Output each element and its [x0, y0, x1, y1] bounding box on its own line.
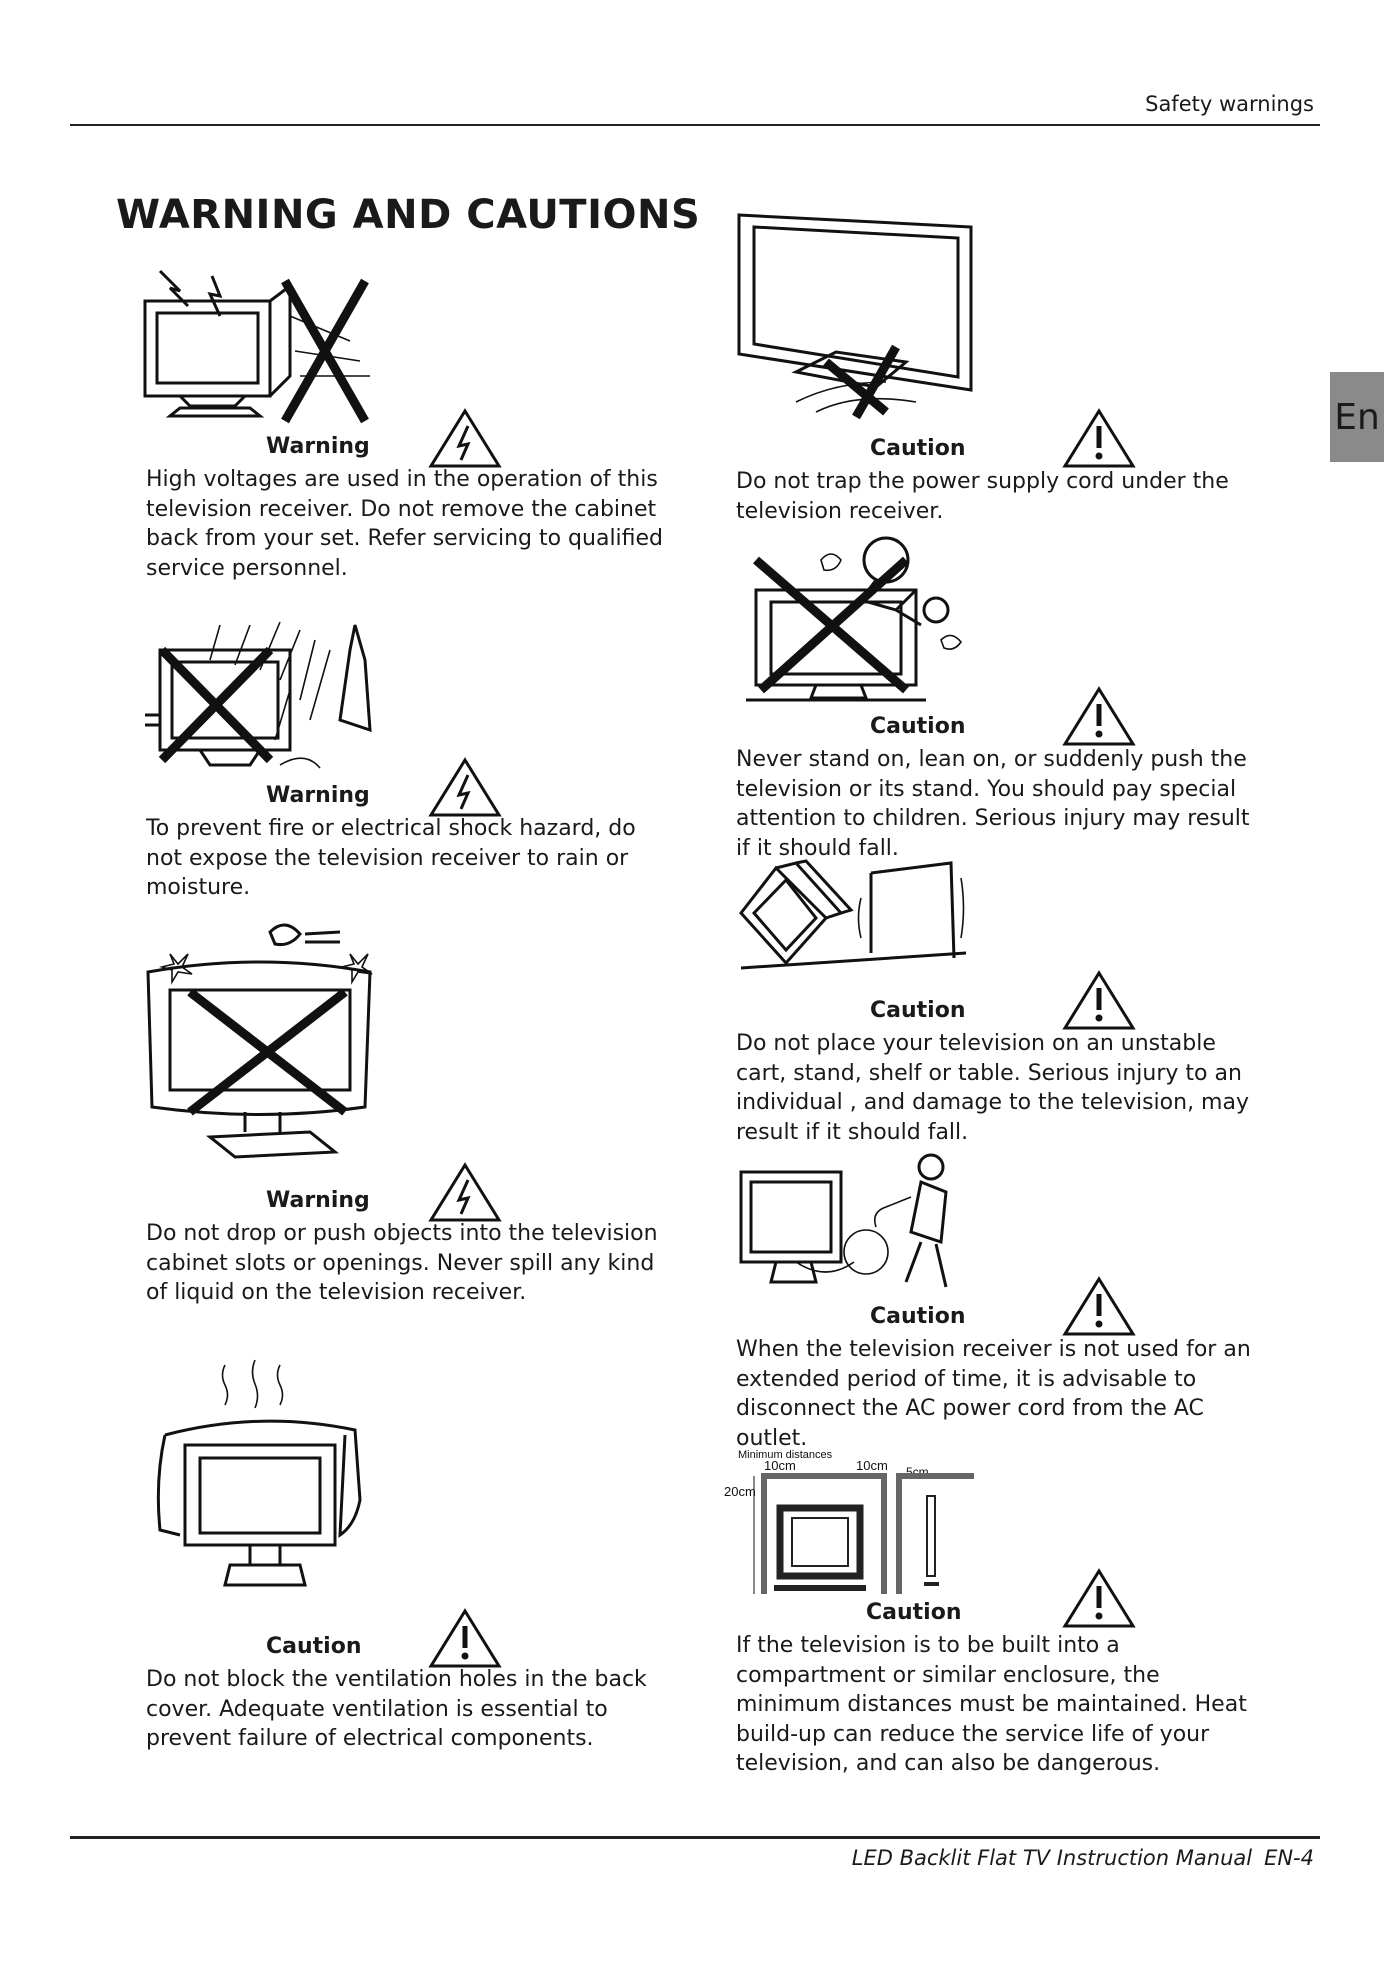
caution-text: Do not place your television on an unstable cart, stand, shelf or table. Serious injury to an individual , and damage to the television, may result if it should fall.	[736, 1031, 1249, 1145]
warning-text: Do not drop or push objects into the television cabinet slots or openings. Never spill any kind of liquid on the television receiver.	[146, 1221, 658, 1305]
section-header: Safety warnings	[1145, 92, 1314, 116]
tv-falling-illustration	[736, 858, 976, 978]
warning-objects-liquid	[146, 1186, 666, 1346]
exclamation-hazard-icon	[1062, 408, 1136, 470]
exclamation-hazard-icon	[428, 1608, 502, 1670]
electric-hazard-icon	[428, 757, 502, 819]
caution-power-cord	[736, 434, 1296, 534]
exclamation-hazard-icon	[1062, 1568, 1136, 1630]
label-left: 20cm	[724, 1484, 756, 1499]
page-title: WARNING AND CAUTIONS	[116, 192, 701, 238]
diagram-title: Minimum distances	[738, 1449, 833, 1461]
caution-stand-lean	[736, 712, 1296, 862]
warning-high-voltage	[146, 432, 666, 582]
warning-moisture	[146, 781, 666, 900]
caution-label: Caution	[870, 1304, 966, 1329]
caution-minimum-distances	[736, 1598, 1296, 1778]
caution-ventilation	[146, 1632, 666, 1762]
warning-label: Warning	[266, 1188, 370, 1213]
caution-label: Caution	[870, 436, 966, 461]
electric-hazard-icon	[428, 408, 502, 470]
caution-label: Caution	[870, 714, 966, 739]
label-side: 5cm	[906, 1465, 929, 1479]
warning-label: Warning	[266, 783, 370, 808]
footer-rule	[70, 1836, 1320, 1839]
tv-back-cover-illustration	[140, 266, 380, 426]
tv-unplug-illustration	[736, 1152, 976, 1302]
header-rule	[70, 124, 1320, 126]
caution-text: Do not block the ventilation holes in the back cover. Adequate ventilation is essential to prevent failure of electrical components.	[146, 1667, 647, 1751]
language-tab: En	[1330, 372, 1384, 462]
caution-text: When the television receiver is not used for an extended period of time, it is advisable to disconnect the AC power cord from the AC outlet.	[736, 1337, 1251, 1451]
warning-text: To prevent fire or electrical shock hazard, do not expose the television receiver to rain or moisture.	[146, 816, 636, 900]
exclamation-hazard-icon	[1062, 686, 1136, 748]
caution-text: Do not trap the power supply cord under the television receiver.	[736, 469, 1229, 524]
label-top-left: 10cm	[764, 1458, 796, 1473]
warning-label: Warning	[266, 434, 370, 459]
tv-child-illustration	[736, 530, 976, 705]
manual-title: LED Backlit Flat TV Instruction Manual	[851, 1846, 1253, 1870]
tv-rain-illustration	[140, 620, 380, 780]
page-number: EN-4	[1264, 1846, 1314, 1870]
caution-text: Never stand on, lean on, or suddenly push the television or its stand. You should pay special attention to children. Serious injury may result if it should fall.	[736, 747, 1250, 861]
exclamation-hazard-icon	[1062, 970, 1136, 1032]
tv-liquid-illustration	[140, 912, 380, 1152]
caution-label: Caution	[266, 1634, 362, 1659]
warning-text: High voltages are used in the operation of this television receiver. Do not remove the cabinet back from your set. Refer servicing to qualified service personnel.	[146, 467, 664, 581]
minimum-distances-diagram	[724, 1446, 984, 1596]
tv-cord-illustration	[736, 212, 986, 422]
footer	[840, 1846, 1314, 1870]
caution-unplug	[736, 1302, 1296, 1452]
electric-hazard-icon	[428, 1162, 502, 1224]
tv-covered-illustration	[150, 1360, 380, 1590]
label-top-right: 10cm	[856, 1458, 888, 1473]
caution-label: Caution	[870, 998, 966, 1023]
exclamation-hazard-icon	[1062, 1276, 1136, 1338]
caution-unstable-cart	[736, 996, 1296, 1146]
caution-text: If the television is to be built into a compartment or similar enclosure, the minimum distances must be maintained. Heat build-up can reduce the service life of your television, and can also be dangerous.	[736, 1633, 1247, 1776]
caution-label: Caution	[866, 1600, 962, 1625]
